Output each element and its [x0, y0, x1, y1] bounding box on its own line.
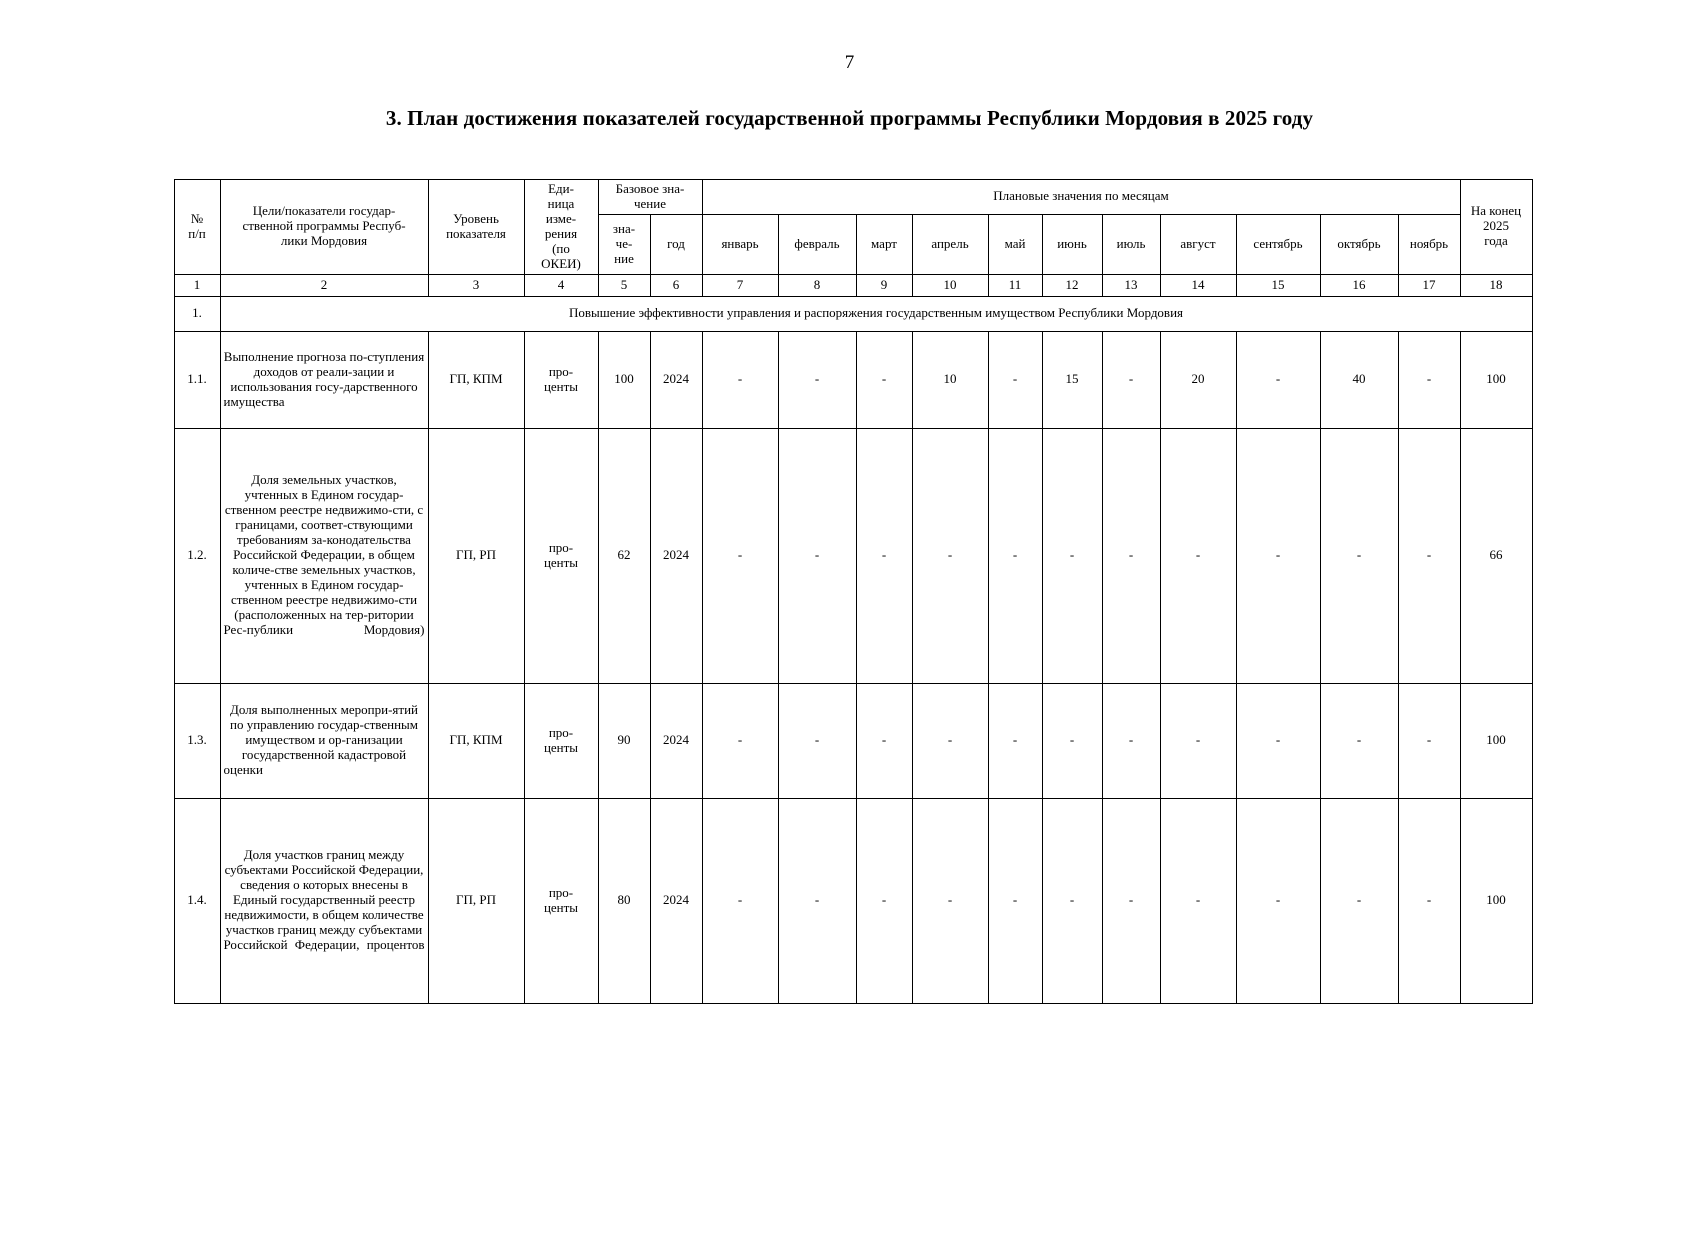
row-month-april: - — [912, 798, 988, 1003]
row-month-august: - — [1160, 428, 1236, 683]
page-number: 7 — [844, 52, 855, 73]
colnum-15: 15 — [1236, 274, 1320, 296]
row-month-november: - — [1398, 683, 1460, 798]
row-month-september: - — [1236, 331, 1320, 428]
colnum-16: 16 — [1320, 274, 1398, 296]
row-month-july: - — [1102, 683, 1160, 798]
row-base-year: 2024 — [650, 428, 702, 683]
header-month-april: апрель — [912, 214, 988, 274]
document-page — [0, 52, 1699, 1252]
row-number: 1.1. — [174, 331, 220, 428]
row-month-august: - — [1160, 683, 1236, 798]
colnum-2: 2 — [220, 274, 428, 296]
row-unit: про- центы — [524, 428, 598, 683]
header-base-group: Базовое зна- чение — [598, 180, 702, 215]
row-base-year: 2024 — [650, 683, 702, 798]
colnum-4: 4 — [524, 274, 598, 296]
header-base-year: год — [650, 214, 702, 274]
indicators-table-container — [174, 179, 1526, 1004]
row-month-november: - — [1398, 331, 1460, 428]
colnum-7: 7 — [702, 274, 778, 296]
row-month-october: 40 — [1320, 331, 1398, 428]
row-month-september: - — [1236, 798, 1320, 1003]
colnum-13: 13 — [1102, 274, 1160, 296]
page-title: 3. План достижения показателей государственной программы Республики Мордовия в 2025 году — [385, 106, 1314, 130]
header-month-march: март — [856, 214, 912, 274]
row-month-july: - — [1102, 428, 1160, 683]
colnum-8: 8 — [778, 274, 856, 296]
table-row — [174, 331, 1532, 428]
row-month-august: - — [1160, 798, 1236, 1003]
row-month-july: - — [1102, 331, 1160, 428]
header-month-november: ноябрь — [1398, 214, 1460, 274]
row-level: ГП, КПМ — [428, 683, 524, 798]
header-level: Уровень показателя — [428, 180, 524, 275]
row-base-value: 100 — [598, 331, 650, 428]
row-base-year: 2024 — [650, 798, 702, 1003]
header-month-january: январь — [702, 214, 778, 274]
header-month-september: сентябрь — [1236, 214, 1320, 274]
header-month-august: август — [1160, 214, 1236, 274]
header-unit: Еди- ница изме- рения (по ОКЕИ) — [524, 180, 598, 275]
row-number: 1.2. — [174, 428, 220, 683]
header-month-june: июнь — [1042, 214, 1102, 274]
row-month-august: 20 — [1160, 331, 1236, 428]
colnum-12: 12 — [1042, 274, 1102, 296]
row-goal: Доля участков границ между субъектами Российской Федерации, сведения о которых внесены в Единый государственный реестр недвижимости, в общем количестве участков границ между субъектами Российской Федерации, процентов — [220, 798, 428, 1003]
row-month-may: - — [988, 428, 1042, 683]
header-month-may: май — [988, 214, 1042, 274]
column-number-row — [174, 274, 1532, 296]
row-end-value: 100 — [1460, 798, 1532, 1003]
row-month-july: - — [1102, 798, 1160, 1003]
row-base-value: 80 — [598, 798, 650, 1003]
row-month-october: - — [1320, 428, 1398, 683]
row-number: 1.4. — [174, 798, 220, 1003]
row-base-value: 90 — [598, 683, 650, 798]
row-unit: про- центы — [524, 683, 598, 798]
header-np-line2: п/п — [188, 225, 206, 241]
colnum-10: 10 — [912, 274, 988, 296]
row-month-september: - — [1236, 683, 1320, 798]
colnum-3: 3 — [428, 274, 524, 296]
row-goal: Доля земельных участков, учтенных в Едином государ-ственном реестре недвижимо-сти, с границами, соответ-ствующими требованиям за-конодательства Российской Федерации, в общем количе-стве земельных участков, учтенных в Едином государ-ственном реестре недвижимо-сти (расположенных на тер-ритории Рес-публики Мордовия) — [220, 428, 428, 683]
row-unit: про- центы — [524, 798, 598, 1003]
row-month-march: - — [856, 331, 912, 428]
row-end-value: 100 — [1460, 683, 1532, 798]
row-month-february: - — [778, 798, 856, 1003]
indicators-table — [174, 179, 1533, 1004]
header-month-october: октябрь — [1320, 214, 1398, 274]
header-month-july: июль — [1102, 214, 1160, 274]
section-number: 1. — [174, 296, 220, 331]
row-month-october: - — [1320, 683, 1398, 798]
header-base-value: зна- че- ние — [598, 214, 650, 274]
colnum-14: 14 — [1160, 274, 1236, 296]
row-month-february: - — [778, 428, 856, 683]
row-base-year: 2024 — [650, 331, 702, 428]
row-level: ГП, РП — [428, 798, 524, 1003]
row-month-march: - — [856, 798, 912, 1003]
row-base-value: 62 — [598, 428, 650, 683]
colnum-11: 11 — [988, 274, 1042, 296]
colnum-5: 5 — [598, 274, 650, 296]
row-end-value: 66 — [1460, 428, 1532, 683]
colnum-1: 1 — [174, 274, 220, 296]
row-month-june: - — [1042, 428, 1102, 683]
row-month-june: - — [1042, 798, 1102, 1003]
row-month-march: - — [856, 428, 912, 683]
colnum-18: 18 — [1460, 274, 1532, 296]
section-row — [174, 296, 1532, 331]
colnum-17: 17 — [1398, 274, 1460, 296]
row-month-november: - — [1398, 798, 1460, 1003]
header-np — [174, 180, 220, 275]
row-month-september: - — [1236, 428, 1320, 683]
colnum-9: 9 — [856, 274, 912, 296]
row-month-january: - — [702, 428, 778, 683]
row-month-april: - — [912, 683, 988, 798]
row-month-may: - — [988, 798, 1042, 1003]
row-month-february: - — [778, 331, 856, 428]
section-title: Повышение эффективности управления и распоряжения государственным имуществом Республики Мордовия — [220, 296, 1532, 331]
table-row — [174, 798, 1532, 1003]
row-month-march: - — [856, 683, 912, 798]
row-month-january: - — [702, 331, 778, 428]
row-level: ГП, КПМ — [428, 331, 524, 428]
header-end-year: На конец 2025 года — [1460, 180, 1532, 275]
colnum-6: 6 — [650, 274, 702, 296]
row-unit: про- центы — [524, 331, 598, 428]
row-month-june: 15 — [1042, 331, 1102, 428]
table-row — [174, 428, 1532, 683]
header-goals: Цели/показатели государ- ственной программы Респуб- лики Мордовия — [220, 180, 428, 275]
row-end-value: 100 — [1460, 331, 1532, 428]
header-months-group: Плановые значения по месяцам — [702, 180, 1460, 215]
row-month-may: - — [988, 331, 1042, 428]
row-month-january: - — [702, 683, 778, 798]
header-month-february: февраль — [778, 214, 856, 274]
row-goal: Доля выполненных меропри-ятий по управлению государ-ственным имуществом и ор-ганизации государственной кадастровой оценки — [220, 683, 428, 798]
row-month-may: - — [988, 683, 1042, 798]
row-number: 1.3. — [174, 683, 220, 798]
row-month-october: - — [1320, 798, 1398, 1003]
header-np-line1: № — [190, 210, 204, 226]
row-month-february: - — [778, 683, 856, 798]
table-row — [174, 683, 1532, 798]
row-level: ГП, РП — [428, 428, 524, 683]
row-month-april: 10 — [912, 331, 988, 428]
row-month-june: - — [1042, 683, 1102, 798]
row-month-november: - — [1398, 428, 1460, 683]
row-goal: Выполнение прогноза по-ступления доходов от реали-зации и использования госу-дарственного имущества — [220, 331, 428, 428]
row-month-january: - — [702, 798, 778, 1003]
row-month-april: - — [912, 428, 988, 683]
table-header-row-1 — [174, 180, 1532, 215]
